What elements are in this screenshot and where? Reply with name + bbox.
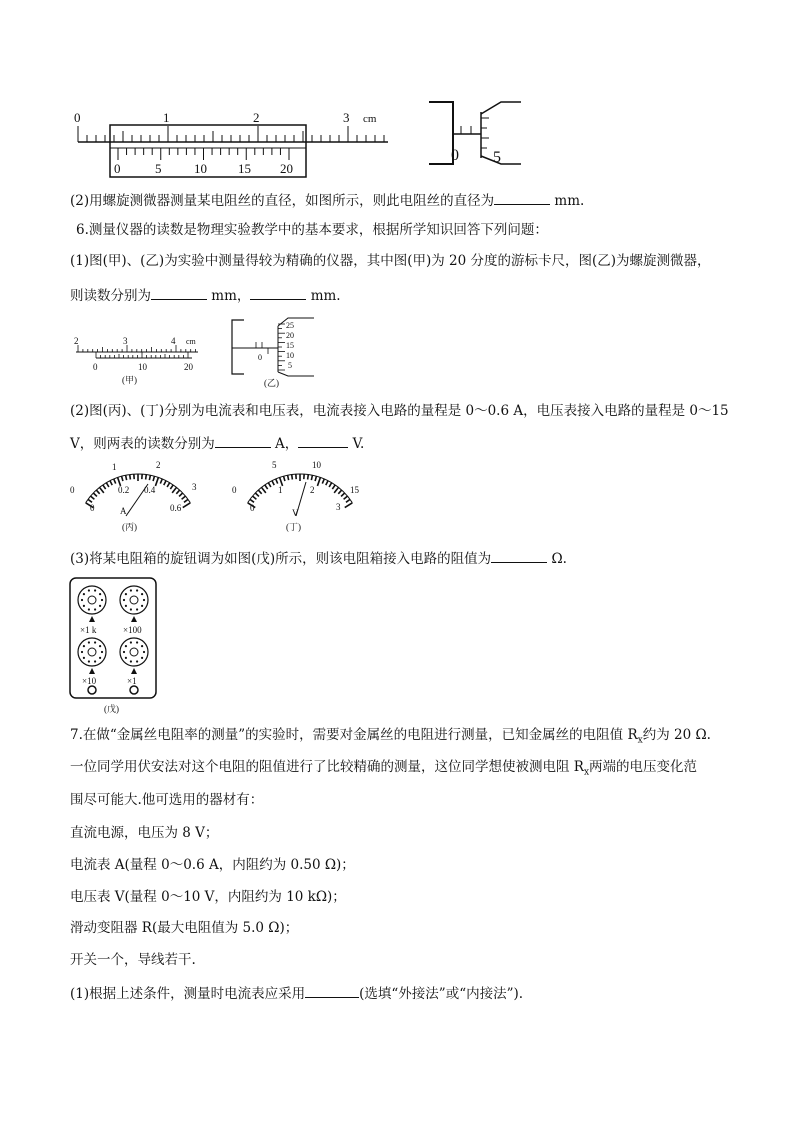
equipment-item: 开关一个，导线若干. <box>70 952 196 968</box>
q7-part1-hint: (选填“外接法”或“内接法”). <box>359 986 524 1002</box>
jia-vernier-label: 20 <box>184 362 193 372</box>
yi-caption: (乙) <box>264 378 279 388</box>
fig-jia-caliper <box>70 336 210 388</box>
answer-blank[interactable] <box>494 190 550 205</box>
jia-main-label: 4 <box>171 336 176 346</box>
yi-thimble-label: 20 <box>286 331 294 340</box>
q7-line3: 围尽可能大.他可选用的器材有： <box>70 792 264 808</box>
ding-caption: (丁) <box>286 522 301 532</box>
wu-caption: (戊) <box>104 704 119 714</box>
wu-multiplier: ×10 <box>82 676 97 686</box>
bing-inner-label: 0.6 <box>170 503 182 513</box>
fig-yi-micrometer <box>226 314 326 388</box>
yi-thimble-label: 25 <box>286 321 294 330</box>
q5-unit: mm. <box>550 193 585 209</box>
yi-thimble-label: 10 <box>286 351 294 360</box>
fig-ding-voltmeter <box>228 456 378 536</box>
answer-blank-voltmeter[interactable] <box>298 433 348 448</box>
bing-inner-label: 0.4 <box>144 485 156 495</box>
q6-part2-unit: A， <box>270 436 299 452</box>
fig-bing-ammeter <box>66 456 216 536</box>
wu-multiplier: ×1 <box>127 676 137 686</box>
ding-outer-label: 0 <box>232 485 237 495</box>
q7-line2 <box>70 758 697 782</box>
micrometer-label: 0 <box>451 147 459 164</box>
q6-intro: 6.测量仪器的读数是物理实验教学中的基本要求，根据所学知识回答下列问题： <box>76 222 548 238</box>
vernier-label: 15 <box>238 161 251 176</box>
vernier-label: 0 <box>114 161 121 176</box>
q7-line1-end: 约为 20 Ω. <box>642 727 711 743</box>
q7-line1-text: 7.在做“金属丝电阻率的测量”的实验时，需要对金属丝的电阻进行测量，已知金属丝的电阻值 R <box>70 727 638 743</box>
jia-caption: (甲) <box>122 375 137 385</box>
bing-inner-zero: 0 <box>90 503 95 513</box>
q6-part1-unit: mm， <box>207 288 251 304</box>
main-scale-label: 1 <box>163 110 170 125</box>
q7-part1-line <box>70 983 523 1003</box>
ding-inner-zero: 0 <box>250 503 255 513</box>
equipment-item: 电压表 V(量程 0～10 V，内阻约为 10 kΩ)； <box>70 889 346 905</box>
answer-blank-connection[interactable] <box>305 983 359 998</box>
wu-multiplier: ×1 k <box>80 625 97 635</box>
bing-caption: (丙) <box>122 522 137 532</box>
q6-part2-line1: (2)图(丙)、(丁)分别为电流表和电压表，电流表接入电路的量程是 0～0.6 A，电压表接入电路的量程是 0～15 <box>70 403 729 419</box>
ding-inner-label: 3 <box>336 502 341 512</box>
yi-thimble-label: 15 <box>286 341 294 350</box>
q6-part1-line1: (1)图(甲)、(乙)为实验中测量得较为精确的仪器，其中图(甲)为 20 分度的游标卡尺，图(乙)为螺旋测微器， <box>70 253 711 269</box>
ding-inner-label: 2 <box>310 485 315 495</box>
ding-outer-label: 10 <box>312 460 321 470</box>
vernier-label: 5 <box>155 161 162 176</box>
answer-blank-jia[interactable] <box>151 285 207 300</box>
micrometer-figure <box>425 98 525 170</box>
bing-unit: A <box>120 506 127 516</box>
answer-blank-yi[interactable] <box>250 285 306 300</box>
q7-line1 <box>70 726 711 750</box>
vernier-label: 20 <box>280 161 293 176</box>
bing-outer-label: 0 <box>70 485 75 495</box>
q7-line2-text: 一位同学用伏安法对这个电阻的阻值进行了比较精确的测量，这位同学想使被测电阻 R <box>70 759 584 775</box>
jia-vernier-label: 10 <box>138 362 147 372</box>
equipment-item: 直流电源，电压为 8 V； <box>70 825 219 841</box>
jia-main-label: 2 <box>74 336 79 346</box>
q6-part1-unit-2: mm. <box>306 288 341 304</box>
unit-label: cm <box>363 113 377 125</box>
equipment-item: 滑动变阻器 R(最大电阻值为 5.0 Ω)； <box>70 920 299 936</box>
wu-multiplier: ×100 <box>123 625 142 635</box>
vernier-label: 10 <box>194 161 207 176</box>
q7-line2-end: 两端的电压变化范 <box>589 759 698 775</box>
yi-sleeve-label: 0 <box>258 353 262 362</box>
q6-part2-unit-2: V. <box>348 436 365 452</box>
q6-part1-line2 <box>70 285 341 305</box>
micrometer-label: 5 <box>493 149 501 166</box>
q6-part1-text: 则读数分别为 <box>70 288 151 304</box>
q6-part2-text: V，则两表的读数分别为 <box>70 436 215 452</box>
equipment-item: 电流表 A(量程 0～0.6 A，内阻约为 0.50 Ω)； <box>70 857 355 873</box>
jia-main-label: 3 <box>123 336 128 346</box>
answer-blank-ammeter[interactable] <box>215 433 271 448</box>
q7-line2-sub: x <box>583 767 590 778</box>
q6-part3-text: (3)将某电阻箱的旋钮调为如图(戊)所示，则该电阻箱接入电路的阻值为 <box>70 551 492 567</box>
jia-vernier-label: 0 <box>93 362 98 372</box>
ding-inner-label: 1 <box>278 485 283 495</box>
bing-outer-label: 3 <box>192 482 197 492</box>
bing-outer-label: 2 <box>156 460 161 470</box>
main-scale-label: 2 <box>253 110 260 125</box>
bing-inner-label: 0.2 <box>118 485 130 495</box>
vernier-caliper-figure <box>70 100 400 180</box>
main-scale-label: 0 <box>74 110 81 125</box>
q6-part2-line2 <box>70 433 364 453</box>
ding-unit: V <box>292 508 299 518</box>
ding-outer-label: 5 <box>272 460 277 470</box>
q7-line1-sub: x <box>637 735 643 746</box>
q6-part3-unit: Ω. <box>547 551 567 567</box>
answer-blank-resistance[interactable] <box>491 548 547 563</box>
fig-wu-resistance-box <box>68 576 164 716</box>
jia-unit: cm <box>186 337 196 346</box>
q5-part2-line <box>70 190 584 210</box>
yi-thimble-label: 5 <box>288 361 292 370</box>
q5-part2-text: (2)用螺旋测微器测量某电阻丝的直径，如图所示，则此电阻丝的直径为 <box>70 193 495 209</box>
q6-part3-line <box>70 548 567 568</box>
ding-outer-label: 15 <box>350 485 359 495</box>
q7-part1-text: (1)根据上述条件，测量时电流表应采用 <box>70 986 306 1002</box>
bing-outer-label: 1 <box>112 462 117 472</box>
main-scale-label: 3 <box>343 110 350 125</box>
